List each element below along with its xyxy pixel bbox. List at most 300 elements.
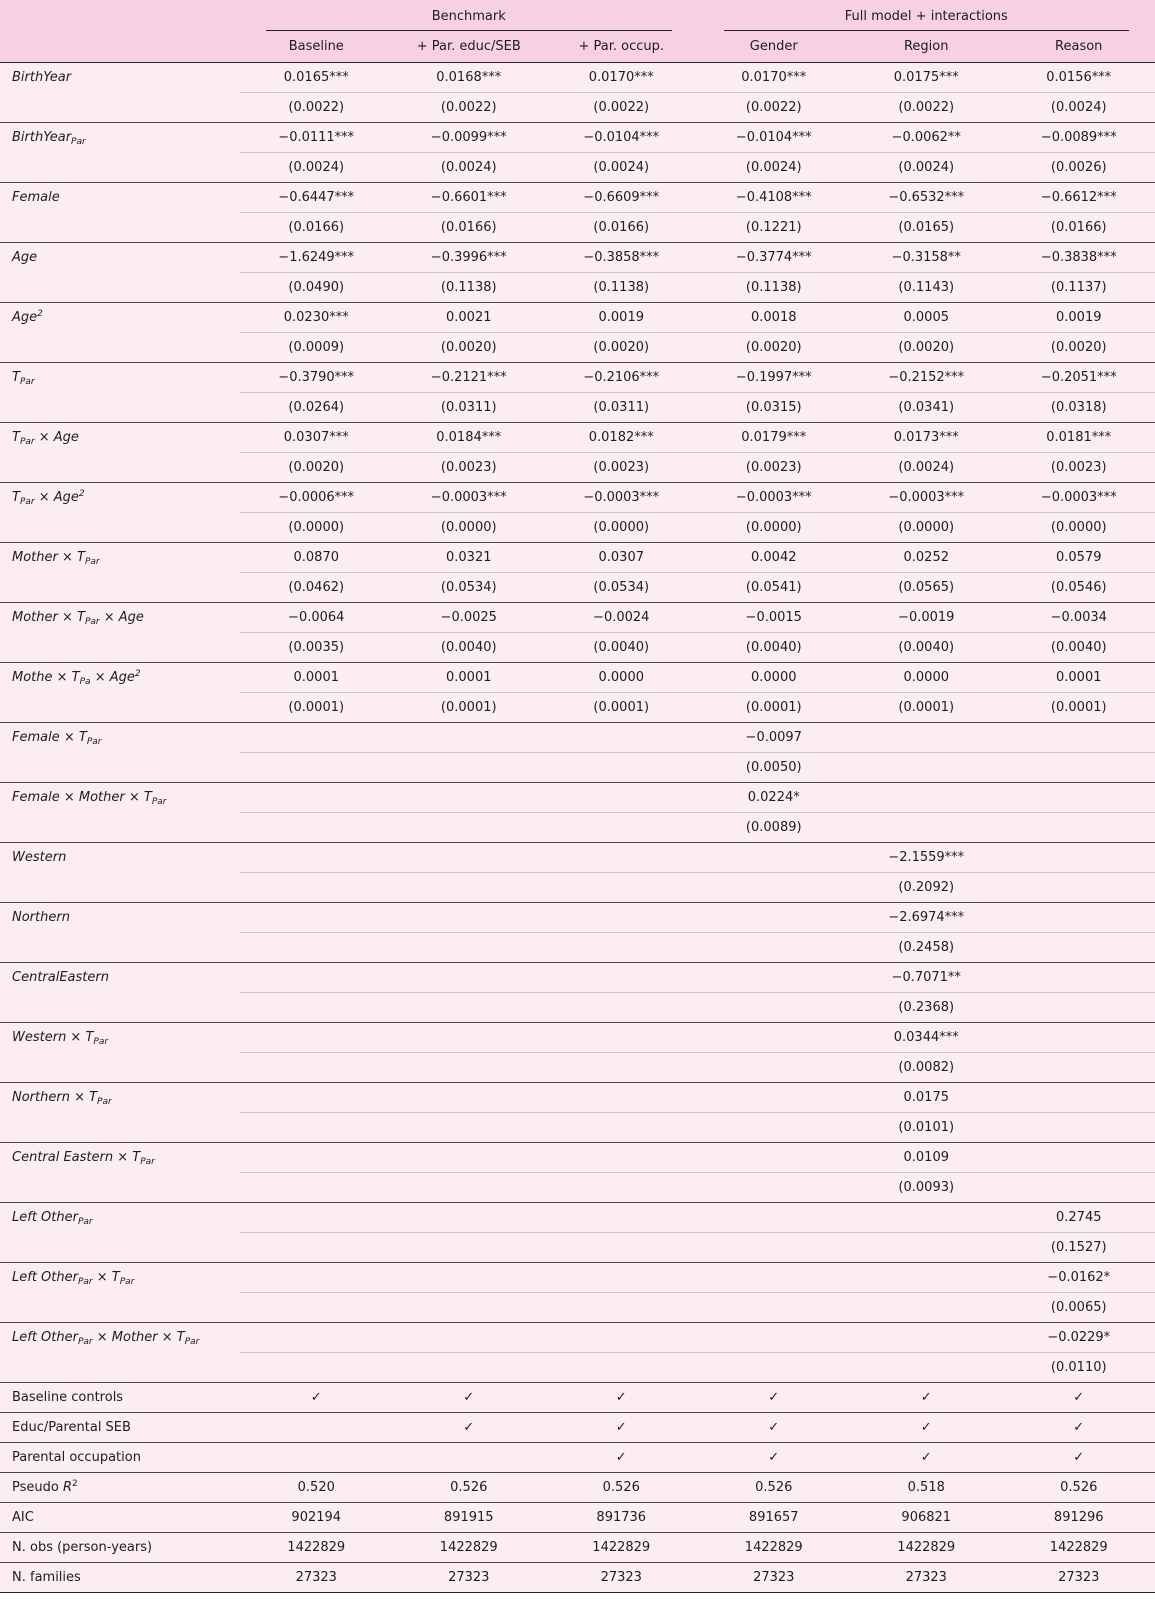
- checkmark-cell: ✓: [393, 1382, 546, 1412]
- coefficient-cell: −0.0019: [850, 602, 1003, 632]
- standard-error-cell: (0.0020): [745, 339, 802, 355]
- standard-error-row: [0, 872, 1155, 902]
- coefficient-cell: −0.4108***: [698, 182, 851, 212]
- col-header-gender: Gender: [698, 31, 851, 62]
- label-column-header: [0, 31, 240, 62]
- empty-label-cell: [0, 1292, 240, 1322]
- coefficient-cell: −0.0003***: [393, 482, 546, 512]
- variable-row: [0, 902, 1155, 932]
- standard-error-cell: (0.0000): [1050, 519, 1107, 535]
- empty-label-cell: [0, 152, 240, 182]
- group-header-row: [0, 0, 1155, 31]
- standard-error-cell: (0.0166): [440, 219, 497, 235]
- coefficient-cell: −0.3774***: [698, 242, 851, 272]
- summary-cell: 27323: [698, 1562, 851, 1592]
- coefficient-cell: [393, 902, 546, 932]
- standard-error-cell: [393, 1112, 546, 1142]
- summary-row: [0, 1562, 1155, 1592]
- summary-cell: 0.520: [240, 1472, 393, 1502]
- standard-error-cell: (0.0565): [898, 579, 955, 595]
- standard-error-cell: [1003, 932, 1155, 962]
- checkmark-cell: ✓: [545, 1412, 698, 1442]
- coefficient-cell: [850, 1322, 1003, 1352]
- summary-cell: 0.526: [545, 1472, 698, 1502]
- standard-error-row: [0, 632, 1155, 662]
- standard-error-cell: (0.1138): [440, 279, 497, 295]
- standard-error-cell: [850, 1292, 1003, 1322]
- standard-error-row: [0, 392, 1155, 422]
- variable-row: [0, 182, 1155, 212]
- variable-label: Female: [0, 182, 240, 212]
- coefficient-cell: −0.0003***: [850, 482, 1003, 512]
- coefficient-cell: [1003, 1022, 1155, 1052]
- standard-error-row: [0, 272, 1155, 302]
- summary-label: Pseudo $R^2$: [0, 1472, 240, 1502]
- variable-row: [0, 662, 1155, 692]
- empty-label-cell: [0, 872, 240, 902]
- checkmark-cell: ✓: [1003, 1412, 1155, 1442]
- coefficient-cell: [240, 782, 393, 812]
- summary-cell: 1422829: [393, 1532, 546, 1562]
- standard-error-cell: [240, 932, 393, 962]
- summary-cell: [240, 1412, 393, 1442]
- standard-error-row: [0, 1052, 1155, 1082]
- coefficient-cell: [850, 1262, 1003, 1292]
- empty-label-cell: [0, 1352, 240, 1382]
- standard-error-cell: (0.0534): [440, 579, 497, 595]
- variable-label: Female × Mother × $T_{Par}$: [0, 782, 240, 812]
- standard-error-cell: [393, 992, 546, 1022]
- coefficient-cell: −0.0034: [1003, 602, 1155, 632]
- standard-error-cell: (0.0020): [288, 459, 345, 475]
- variable-row: [0, 482, 1155, 512]
- standard-error-cell: [698, 1052, 851, 1082]
- standard-error-cell: [393, 872, 546, 902]
- column-header-row: [0, 31, 1155, 62]
- coefficient-cell: [393, 1322, 546, 1352]
- standard-error-cell: (0.0023): [440, 459, 497, 475]
- standard-error-cell: (0.0311): [440, 399, 497, 415]
- variable-row: [0, 242, 1155, 272]
- standard-error-cell: (0.0024): [898, 159, 955, 175]
- summary-cell: [393, 1442, 546, 1472]
- empty-label-cell: [0, 632, 240, 662]
- group-header-benchmark-label: Benchmark: [266, 7, 672, 31]
- standard-error-cell: (0.0462): [288, 579, 345, 595]
- standard-error-row: [0, 92, 1155, 122]
- coefficient-cell: [698, 842, 851, 872]
- coefficient-cell: 0.0224*: [698, 782, 851, 812]
- standard-error-cell: [545, 872, 698, 902]
- variable-label: $T_{Par} \times Age^2$: [0, 482, 240, 512]
- coefficient-cell: [698, 1082, 851, 1112]
- summary-cell: 1422829: [545, 1532, 698, 1562]
- coefficient-cell: −0.6532***: [850, 182, 1003, 212]
- standard-error-cell: (0.0000): [593, 519, 650, 535]
- standard-error-row: [0, 1292, 1155, 1322]
- checkmark-cell: ✓: [240, 1382, 393, 1412]
- summary-label: Educ/Parental SEB: [0, 1412, 240, 1442]
- standard-error-cell: (0.0040): [898, 639, 955, 655]
- coefficient-cell: 0.0168***: [393, 62, 546, 92]
- coefficient-cell: [698, 1322, 851, 1352]
- summary-row: [0, 1382, 1155, 1412]
- coefficient-cell: −0.0025: [393, 602, 546, 632]
- standard-error-row: [0, 1232, 1155, 1262]
- standard-error-cell: (0.0093): [898, 1179, 955, 1195]
- variable-label: Age$^2$: [0, 302, 240, 332]
- standard-error-cell: [393, 1292, 546, 1322]
- empty-label-cell: [0, 812, 240, 842]
- standard-error-cell: [393, 932, 546, 962]
- standard-error-cell: (0.0000): [745, 519, 802, 535]
- checkmark-cell: ✓: [698, 1442, 851, 1472]
- summary-cell: 891657: [698, 1502, 851, 1532]
- coefficient-cell: −0.0089***: [1003, 122, 1155, 152]
- empty-label-cell: [0, 1172, 240, 1202]
- standard-error-cell: (0.1221): [745, 219, 802, 235]
- summary-cell: 27323: [545, 1562, 698, 1592]
- standard-error-cell: [1003, 992, 1155, 1022]
- coefficient-cell: 0.0018: [698, 302, 851, 332]
- checkmark-cell: ✓: [393, 1412, 546, 1442]
- standard-error-cell: (0.0541): [745, 579, 802, 595]
- standard-error-cell: [545, 752, 698, 782]
- empty-label-cell: [0, 332, 240, 362]
- standard-error-cell: [240, 812, 393, 842]
- variable-label: $T_{Par}$: [0, 362, 240, 392]
- standard-error-cell: (0.0101): [898, 1119, 955, 1135]
- standard-error-cell: (0.0534): [593, 579, 650, 595]
- standard-error-cell: (0.0020): [440, 339, 497, 355]
- standard-error-cell: [393, 1172, 546, 1202]
- empty-label-cell: [0, 392, 240, 422]
- coefficient-cell: 0.0321: [393, 542, 546, 572]
- standard-error-cell: (0.0022): [745, 99, 802, 115]
- coefficient-cell: 0.0000: [850, 662, 1003, 692]
- coefficient-cell: −0.0111***: [240, 122, 393, 152]
- coefficient-cell: 0.0170***: [698, 62, 851, 92]
- coefficient-cell: −0.0015: [698, 602, 851, 632]
- standard-error-cell: [1003, 872, 1155, 902]
- standard-error-cell: (0.0000): [898, 519, 955, 535]
- variable-label: Western: [0, 842, 240, 872]
- standard-error-cell: (0.0000): [440, 519, 497, 535]
- standard-error-row: [0, 1112, 1155, 1142]
- variable-row: [0, 842, 1155, 872]
- summary-cell: [240, 1442, 393, 1472]
- standard-error-cell: (0.0024): [288, 159, 345, 175]
- standard-error-cell: [1003, 752, 1155, 782]
- coefficient-cell: [545, 842, 698, 872]
- variable-label: BirthYear$_{Par}$: [0, 122, 240, 152]
- coefficient-cell: 0.0001: [240, 662, 393, 692]
- coefficient-cell: [850, 722, 1003, 752]
- standard-error-cell: (0.0000): [288, 519, 345, 535]
- coefficient-cell: 0.0307***: [240, 422, 393, 452]
- summary-row: [0, 1502, 1155, 1532]
- standard-error-cell: (0.0001): [745, 699, 802, 715]
- standard-error-cell: [393, 752, 546, 782]
- coefficient-cell: −0.0062**: [850, 122, 1003, 152]
- standard-error-cell: (0.0311): [593, 399, 650, 415]
- coefficient-cell: [1003, 1142, 1155, 1172]
- standard-error-row: [0, 1172, 1155, 1202]
- coefficient-cell: 0.0175***: [850, 62, 1003, 92]
- checkmark-cell: ✓: [545, 1382, 698, 1412]
- standard-error-cell: (0.0024): [898, 459, 955, 475]
- empty-label-cell: [0, 1052, 240, 1082]
- summary-row: [0, 1532, 1155, 1562]
- variable-row: [0, 1142, 1155, 1172]
- summary-cell: 1422829: [240, 1532, 393, 1562]
- standard-error-cell: [240, 1172, 393, 1202]
- standard-error-cell: (0.0001): [1050, 699, 1107, 715]
- standard-error-cell: (0.0020): [1050, 339, 1107, 355]
- summary-cell: 891296: [1003, 1502, 1155, 1532]
- empty-label-cell: [0, 1112, 240, 1142]
- standard-error-cell: (0.1138): [593, 279, 650, 295]
- coefficient-cell: −0.3996***: [393, 242, 546, 272]
- summary-cell: 0.526: [393, 1472, 546, 1502]
- variable-row: [0, 782, 1155, 812]
- standard-error-cell: [698, 1112, 851, 1142]
- variable-row: [0, 122, 1155, 152]
- variable-label: Left Other$_{Par}$ × Mother × $T_{Par}$: [0, 1322, 240, 1352]
- summary-cell: 27323: [393, 1562, 546, 1592]
- empty-label-cell: [0, 572, 240, 602]
- variable-label: $T_{Par}$ × Age: [0, 422, 240, 452]
- coefficient-cell: 0.0042: [698, 542, 851, 572]
- variable-row: [0, 1082, 1155, 1112]
- coefficient-cell: −0.2152***: [850, 362, 1003, 392]
- standard-error-row: [0, 452, 1155, 482]
- standard-error-cell: (0.0023): [593, 459, 650, 475]
- coefficient-cell: −0.0006***: [240, 482, 393, 512]
- standard-error-cell: (0.0020): [593, 339, 650, 355]
- coefficient-cell: −0.0097: [698, 722, 851, 752]
- coefficient-cell: [240, 902, 393, 932]
- coefficient-cell: 0.0109: [850, 1142, 1003, 1172]
- variable-row: [0, 362, 1155, 392]
- coefficient-cell: −0.6612***: [1003, 182, 1155, 212]
- variable-row: [0, 62, 1155, 92]
- coefficient-cell: [240, 722, 393, 752]
- standard-error-cell: [698, 1352, 851, 1382]
- col-header-baseline: Baseline: [240, 31, 393, 62]
- variable-row: [0, 1202, 1155, 1232]
- coefficient-cell: 0.0005: [850, 302, 1003, 332]
- coefficient-cell: −2.6974***: [850, 902, 1003, 932]
- standard-error-cell: (0.0001): [440, 699, 497, 715]
- standard-error-cell: (0.0024): [593, 159, 650, 175]
- group-header-full-model-label: Full model + interactions: [724, 7, 1130, 31]
- standard-error-cell: [850, 752, 1003, 782]
- standard-error-cell: [393, 1052, 546, 1082]
- standard-error-row: [0, 512, 1155, 542]
- standard-error-cell: (0.0024): [745, 159, 802, 175]
- coefficient-cell: [545, 782, 698, 812]
- coefficient-cell: −0.0162*: [1003, 1262, 1155, 1292]
- standard-error-row: [0, 212, 1155, 242]
- coefficient-cell: [545, 1262, 698, 1292]
- col-header-region: Region: [850, 31, 1003, 62]
- variable-label: Left Other$_{Par}$: [0, 1202, 240, 1232]
- standard-error-row: [0, 932, 1155, 962]
- standard-error-cell: [698, 1172, 851, 1202]
- standard-error-cell: (0.0050): [745, 759, 802, 775]
- standard-error-cell: (0.0318): [1050, 399, 1107, 415]
- standard-error-row: [0, 1352, 1155, 1382]
- coefficient-cell: 0.0165***: [240, 62, 393, 92]
- standard-error-cell: [850, 1232, 1003, 1262]
- corner-spacer: [0, 0, 240, 31]
- standard-error-cell: (0.0264): [288, 399, 345, 415]
- standard-error-cell: [240, 1052, 393, 1082]
- standard-error-cell: [850, 1352, 1003, 1382]
- summary-cell: 27323: [240, 1562, 393, 1592]
- summary-row: [0, 1442, 1155, 1472]
- variable-label: Central Eastern × $T_{Par}$: [0, 1142, 240, 1172]
- coefficient-cell: [698, 1022, 851, 1052]
- standard-error-cell: (0.2092): [898, 879, 955, 895]
- variable-label: BirthYear: [12, 69, 72, 85]
- standard-error-cell: (0.0022): [593, 99, 650, 115]
- standard-error-cell: [698, 992, 851, 1022]
- standard-error-cell: [393, 812, 546, 842]
- standard-error-cell: (0.2368): [898, 999, 955, 1015]
- standard-error-cell: [393, 1352, 546, 1382]
- checkmark-cell: ✓: [545, 1442, 698, 1472]
- empty-label-cell: [0, 692, 240, 722]
- standard-error-cell: [240, 752, 393, 782]
- standard-error-cell: (0.0035): [288, 639, 345, 655]
- coefficient-cell: 0.0001: [1003, 662, 1155, 692]
- coefficient-cell: [240, 1322, 393, 1352]
- empty-label-cell: [0, 992, 240, 1022]
- coefficient-cell: 0.0184***: [393, 422, 546, 452]
- standard-error-cell: (0.0001): [288, 699, 345, 715]
- standard-error-cell: [240, 1352, 393, 1382]
- variable-label: Female × $T_{Par}$: [0, 722, 240, 752]
- standard-error-cell: [545, 1352, 698, 1382]
- checkmark-cell: ✓: [1003, 1442, 1155, 1472]
- coefficient-cell: 0.0019: [545, 302, 698, 332]
- standard-error-cell: (0.0040): [745, 639, 802, 655]
- coefficient-cell: 0.0252: [850, 542, 1003, 572]
- coefficient-cell: 0.0179***: [698, 422, 851, 452]
- standard-error-cell: [698, 872, 851, 902]
- coefficient-cell: 0.0181***: [1003, 422, 1155, 452]
- coefficient-cell: 0.0170***: [545, 62, 698, 92]
- coefficient-cell: [393, 842, 546, 872]
- standard-error-cell: (0.0315): [745, 399, 802, 415]
- coefficient-cell: −0.2051***: [1003, 362, 1155, 392]
- standard-error-cell: (0.0166): [288, 219, 345, 235]
- standard-error-cell: (0.0040): [1050, 639, 1107, 655]
- standard-error-cell: (0.0166): [593, 219, 650, 235]
- variable-row: [0, 542, 1155, 572]
- standard-error-cell: [1003, 1172, 1155, 1202]
- standard-error-cell: [240, 1112, 393, 1142]
- coefficient-cell: [698, 1262, 851, 1292]
- checkmark-cell: ✓: [1003, 1382, 1155, 1412]
- coefficient-cell: [393, 722, 546, 752]
- coefficient-cell: −0.0064: [240, 602, 393, 632]
- variable-row: [0, 602, 1155, 632]
- standard-error-cell: (0.0001): [593, 699, 650, 715]
- coefficient-cell: 0.0870: [240, 542, 393, 572]
- standard-error-cell: (0.0022): [898, 99, 955, 115]
- summary-cell: 27323: [1003, 1562, 1155, 1592]
- group-header-full-model: [698, 0, 1155, 31]
- summary-row: [0, 1412, 1155, 1442]
- standard-error-cell: (0.0110): [1050, 1359, 1107, 1375]
- coefficient-cell: −0.0003***: [1003, 482, 1155, 512]
- coefficient-cell: −2.1559***: [850, 842, 1003, 872]
- summary-label: N. families: [0, 1562, 240, 1592]
- coefficient-cell: [545, 1082, 698, 1112]
- variable-row: [0, 1022, 1155, 1052]
- coefficient-cell: −0.3158**: [850, 242, 1003, 272]
- standard-error-cell: (0.0022): [288, 99, 345, 115]
- variable-row: [0, 962, 1155, 992]
- coefficient-cell: 0.0175: [850, 1082, 1003, 1112]
- summary-cell: 891915: [393, 1502, 546, 1532]
- standard-error-cell: (0.1527): [1050, 1239, 1107, 1255]
- summary-cell: 891736: [545, 1502, 698, 1532]
- standard-error-cell: [545, 992, 698, 1022]
- standard-error-cell: (0.0490): [288, 279, 345, 295]
- coefficient-cell: [698, 1142, 851, 1172]
- standard-error-cell: (0.0546): [1050, 579, 1107, 595]
- summary-label: AIC: [0, 1502, 240, 1532]
- empty-label-cell: [0, 212, 240, 242]
- variable-row: [0, 1322, 1155, 1352]
- summary-cell: 1422829: [1003, 1532, 1155, 1562]
- coefficient-cell: [545, 1022, 698, 1052]
- standard-error-cell: (0.0022): [440, 99, 497, 115]
- summary-cell: 0.526: [698, 1472, 851, 1502]
- standard-error-cell: (0.0341): [898, 399, 955, 415]
- coefficient-cell: [240, 1082, 393, 1112]
- coefficient-cell: [240, 1202, 393, 1232]
- coefficient-cell: [393, 1202, 546, 1232]
- variable-label: Northern × $T_{Par}$: [0, 1082, 240, 1112]
- coefficient-cell: −0.0104***: [698, 122, 851, 152]
- standard-error-cell: [698, 932, 851, 962]
- coefficient-cell: [393, 782, 546, 812]
- standard-error-row: [0, 332, 1155, 362]
- variable-row: [0, 302, 1155, 332]
- coefficient-cell: [1003, 842, 1155, 872]
- coefficient-cell: [698, 902, 851, 932]
- variable-label: Western × $T_{Par}$: [0, 1022, 240, 1052]
- coefficient-cell: −0.0003***: [698, 482, 851, 512]
- standard-error-cell: [1003, 812, 1155, 842]
- checkmark-cell: ✓: [850, 1442, 1003, 1472]
- standard-error-cell: (0.0023): [745, 459, 802, 475]
- coefficient-cell: 0.0344***: [850, 1022, 1003, 1052]
- standard-error-cell: [240, 1232, 393, 1262]
- standard-error-cell: (0.1143): [898, 279, 955, 295]
- coefficient-cell: 0.0230***: [240, 302, 393, 332]
- coefficient-cell: −0.6447***: [240, 182, 393, 212]
- coefficient-cell: 0.0021: [393, 302, 546, 332]
- coefficient-cell: −0.0024: [545, 602, 698, 632]
- empty-label-cell: [0, 272, 240, 302]
- empty-label-cell: [0, 512, 240, 542]
